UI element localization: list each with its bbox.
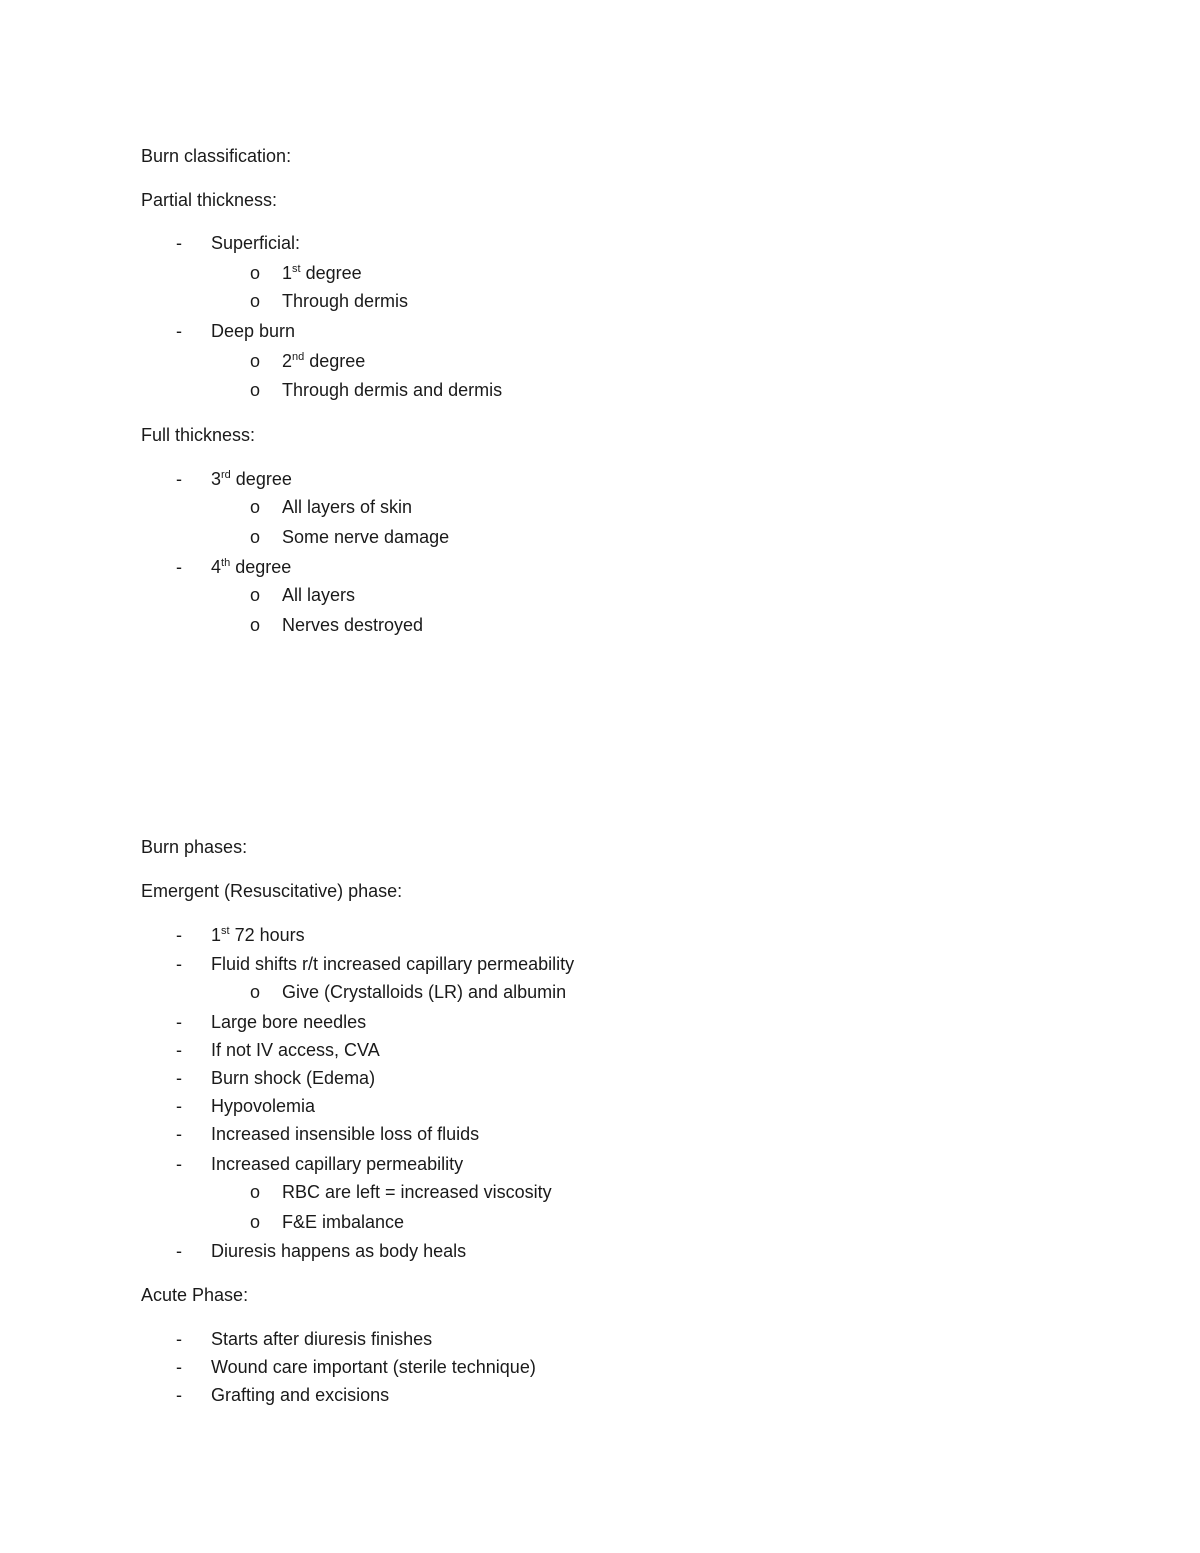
list-item-some-nerve-damage: Some nerve damage: [282, 527, 450, 547]
list-item-diuresis: Diuresis happens as body heals: [211, 1241, 467, 1261]
list-item-capillary-permeability: Increased capillary permeability: [211, 1154, 464, 1174]
list-item-hypovolemia: Hypovolemia: [211, 1096, 316, 1116]
dash-bullet: -: [176, 1040, 182, 1060]
dash-bullet: -: [176, 1068, 182, 1088]
list-item-rbc-viscosity: RBC are left = increased viscosity: [282, 1182, 552, 1202]
list-item-insensible-loss: Increased insensible loss of fluids: [211, 1124, 480, 1144]
list-item-give-crystalloids: Give (Crystalloids (LR) and albumin: [282, 982, 567, 1002]
list-item-burn-shock: Burn shock (Edema): [211, 1068, 376, 1088]
heading-emergent-phase: Emergent (Resuscitative) phase:: [141, 881, 403, 901]
dash-bullet: -: [176, 1385, 182, 1405]
list-item-large-bore-needles: Large bore needles: [211, 1012, 367, 1032]
circle-bullet: o: [250, 380, 261, 400]
dash-bullet: -: [176, 321, 182, 341]
list-item-all-layers: All layers: [282, 585, 356, 605]
dash-bullet: -: [176, 1012, 182, 1032]
list-item-fe-imbalance: F&E imbalance: [282, 1212, 405, 1232]
circle-bullet: o: [250, 497, 261, 517]
section-title-burn-phases: Burn phases:: [141, 837, 248, 857]
dash-bullet: -: [176, 1241, 182, 1261]
circle-bullet: o: [250, 1182, 261, 1202]
heading-partial-thickness: Partial thickness:: [141, 190, 278, 210]
dash-bullet: -: [176, 557, 182, 577]
list-item-through-dermis: Through dermis: [282, 291, 409, 311]
dash-bullet: -: [176, 1096, 182, 1116]
list-item-wound-care: Wound care important (sterile technique): [211, 1357, 536, 1377]
list-item-deep-burn: Deep burn: [211, 321, 296, 341]
dash-bullet: -: [176, 954, 182, 974]
list-item-second-degree: 2nd degree: [282, 351, 366, 371]
circle-bullet: o: [250, 263, 261, 283]
list-item-first-degree: 1st degree: [282, 263, 362, 283]
dash-bullet: -: [176, 1329, 182, 1349]
dash-bullet: -: [176, 1124, 182, 1144]
circle-bullet: o: [250, 527, 261, 547]
dash-bullet: -: [176, 1357, 182, 1377]
list-item-third-degree: 3rd degree: [211, 469, 292, 489]
circle-bullet: o: [250, 982, 261, 1002]
list-item-72-hours: 1st 72 hours: [211, 925, 305, 945]
dash-bullet: -: [176, 233, 182, 253]
circle-bullet: o: [250, 291, 261, 311]
list-item-grafting: Grafting and excisions: [211, 1385, 390, 1405]
list-item-iv-access: If not IV access, CVA: [211, 1040, 380, 1060]
dash-bullet: -: [176, 469, 182, 489]
circle-bullet: o: [250, 351, 261, 371]
circle-bullet: o: [250, 585, 261, 605]
heading-acute-phase: Acute Phase:: [141, 1285, 249, 1305]
list-item-all-layers-of-skin: All layers of skin: [282, 497, 413, 517]
circle-bullet: o: [250, 615, 261, 635]
list-item-fluid-shifts: Fluid shifts r/t increased capillary permeability: [211, 954, 575, 974]
list-item-starts-after-diuresis: Starts after diuresis finishes: [211, 1329, 433, 1349]
circle-bullet: o: [250, 1212, 261, 1232]
section-title-burn-classification: Burn classification:: [141, 146, 292, 166]
heading-full-thickness: Full thickness:: [141, 425, 256, 445]
list-item-nerves-destroyed: Nerves destroyed: [282, 615, 424, 635]
list-item-through-dermis-and-dermis: Through dermis and dermis: [282, 380, 503, 400]
dash-bullet: -: [176, 1154, 182, 1174]
list-item-fourth-degree: 4th degree: [211, 557, 292, 577]
dash-bullet: -: [176, 925, 182, 945]
list-item-superficial: Superficial:: [211, 233, 301, 253]
